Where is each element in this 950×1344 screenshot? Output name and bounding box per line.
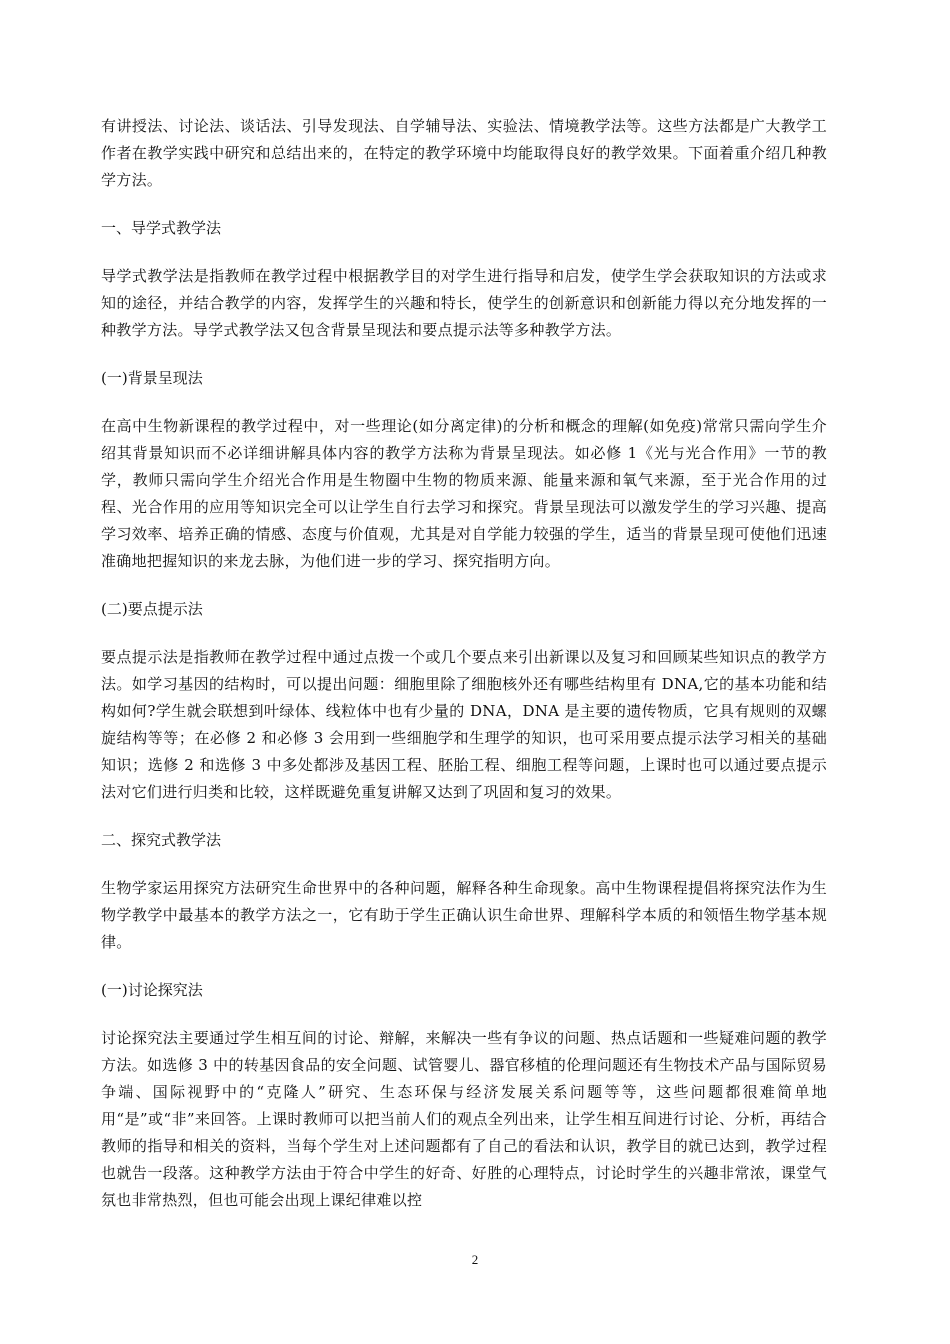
key-points-paragraph: 要点提示法是指教师在教学过程中通过点拨一个或几个要点来引出新课以及复习和回顾某些知识点的教学方法。如学习基因的结构时，可以提出问题：细胞里除了细胞核外还有哪些结构里有 DNA,它的基本功能和结构如何?学生就会联想到叶绿体、线粒体中也有少量的 DNA，DNA 是主要的遗传物质，它具有规则的双螺旋结构等等；在必修 2 和必修 3 会用到一些细胞学和生理学的知识，也可采用要点提示法学习相关的基础知识；选修 2 和选修 3 中多处都涉及基因工程、胚胎工程、细胞工程等问题，上课时也可以通过要点提示法对它们进行归类和比较，这样既避免重复讲解又达到了巩固和复习的效果。 (101, 648, 827, 801)
background-method-paragraph: 在高中生物新课程的教学过程中，对一些理论(如分离定律)的分析和概念的理解(如免疫)常常只需向学生介绍其背景知识而不必详细讲解具体内容的教学方法称为背景呈现法。如必修 1《光与光合作用》一节的教学，教师只需向学生介绍光合作用是生物圈中生物的物质来源、能量来源和氧气来源，至于光合作用的过程、光合作用的应用等知识完全可以让学生自行去学习和探究。背景呈现法可以激发学生的学习兴趣、提高学习效率、培养正确的情感、态度与价值观，尤其是对自学能力较强的学生，适当的背景呈现可使他们迅速准确地把握知识的来龙去脉，为他们进一步的学习、探究指明方向。 (101, 417, 827, 570)
guided-learning-paragraph: 导学式教学法是指教师在教学过程中根据教学目的对学生进行指导和启发，使学生学会获取知识的方法或求知的途径，并结合教学的内容，发挥学生的兴趣和特长，使学生的创新意识和创新能力得以充分地发挥的一种教学方法。导学式教学法又包含背景呈现法和要点提示法等多种教学方法。 (101, 267, 827, 339)
discussion-paragraph: 讨论探究法主要通过学生相互间的讨论、辩解，来解决一些有争议的问题、热点话题和一些疑难问题的教学方法。如选修 3 中的转基因食品的安全问题、试管婴儿、器官移植的伦理问题还有生物技术产品与国际贸易争端、国际视野中的“克隆人”研究、生态环保与经济发展关系问题等等，这些问题都很难简单地用“是”或“非”来回答。上课时教师可以把当前人们的观点全列出来，让学生相互间进行讨论、分析，再结合教师的指导和相关的资料，当每个学生对上述问题都有了自己的看法和认识，教学目的就已达到，教学过程也就告一段落。这种教学方法由于符合中学生的好奇、好胜的心理特点，讨论时学生的兴趣非常浓，课堂气氛也非常热烈，但也可能会出现上课纪律难以控 (101, 1029, 827, 1209)
subsection-heading-discussion: (一)讨论探究法 (101, 981, 203, 999)
page-body (101, 113, 827, 1214)
subsection-heading-key-points: (二)要点提示法 (101, 600, 203, 618)
section-heading-inquiry: 二、探究式教学法 (101, 831, 222, 849)
inquiry-paragraph: 生物学家运用探究方法研究生命世界中的各种问题，解释各种生命现象。高中生物课程提倡将探究法作为生物学教学中最基本的教学方法之一，它有助于学生正确认识生命世界、理解科学本质的和领悟生物学基本规律。 (101, 879, 827, 951)
intro-paragraph: 有讲授法、讨论法、谈话法、引导发现法、自学辅导法、实验法、情境教学法等。这些方法都是广大教学工作者在教学实践中研究和总结出来的，在特定的教学环境中均能取得良好的教学效果。下面着重介绍几种教学方法。 (101, 117, 827, 189)
subsection-heading-background: (一)背景呈现法 (101, 369, 203, 387)
page-number: 2 (471, 1252, 479, 1267)
section-heading-guided-learning: 一、导学式教学法 (101, 219, 222, 237)
